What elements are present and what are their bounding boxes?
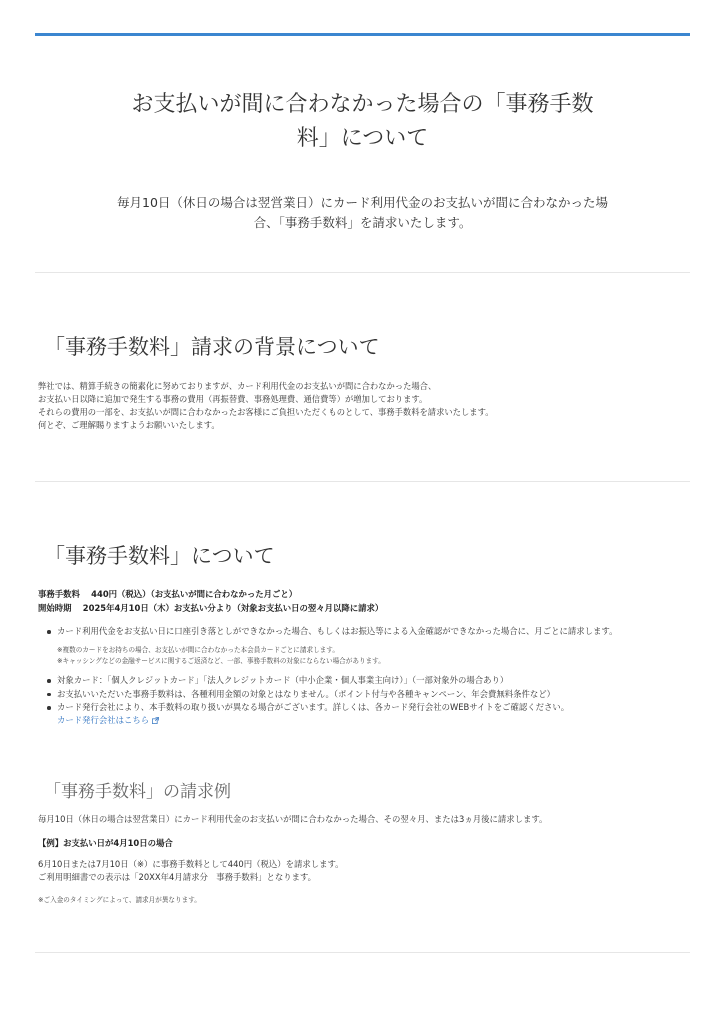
background-line: 弊社では、精算手続きの簡素化に努めておりますが、カード利用代金のお支払いが間に合わなかった場合、 <box>38 381 437 391</box>
example-body <box>38 858 344 884</box>
page-lead-line2: 合、「事務手数料」を請求いたします。 <box>253 215 472 230</box>
note-cashing: ※キャッシングなどの金融サービスに関するご返済など、一部、事務手数料の対象にならない場合があります。 <box>57 657 385 665</box>
example-line: ご利用明細書での表示は「20XX年4月請求分 事務手数料」となります。 <box>38 872 317 882</box>
about-bullet-list-2 <box>42 674 569 715</box>
section-divider <box>35 272 690 273</box>
section-divider <box>35 952 690 953</box>
example-case-title: 【例】お支払い日が4月10日の場合 <box>38 838 173 848</box>
list-item: カード発行会社により、本手数料の取り扱いが異なる場合がございます。詳しくは、各カード発行会社のWEBサイトをご確認ください。 <box>42 701 569 715</box>
card-issuer-link-label: カード発行会社はこちら <box>57 715 150 725</box>
background-body <box>38 380 494 432</box>
external-link-icon <box>152 717 159 724</box>
about-bullet-list <box>42 625 617 639</box>
background-heading: 「事務手数料」請求の背景について <box>44 335 380 359</box>
about-heading: 「事務手数料」について <box>44 544 275 568</box>
list-item: 対象カード：「個人クレジットカード」「法人クレジットカード（中小企業・個人事業主向け）」（一部対象外の場合あり） <box>42 674 569 688</box>
example-heading: 「事務手数料」の請求例 <box>44 782 231 802</box>
note-multiple-cards: ※複数のカードをお持ちの場合、お支払いが間に合わなかった本会員カードごとに請求します。 <box>57 646 339 654</box>
background-line: お支払い日以降に追加で発生する事務の費用（再振替費、事務処理費、通信費等）が増加しております。 <box>38 394 428 404</box>
fee-amount-line: 事務手数料 440円（税込）（お支払いが間に合わなかった月ごと） <box>38 589 298 599</box>
page-lead-line1: 毎月10日（休日の場合は翌営業日）にカード利用代金のお支払いが間に合わなかった場 <box>117 195 608 210</box>
background-line: それらの費用の一部を、お支払いが間に合わなかったお客様にご負担いただくものとして、事務手数料を請求いたします。 <box>38 407 494 417</box>
page-lead <box>35 193 690 233</box>
section-divider <box>35 481 690 482</box>
list-item: お支払いいただいた事務手数料は、各種利用金額の対象とはなりません。（ポイント付与や各種キャンペーン、年会費無料条件など） <box>42 688 569 702</box>
page-title <box>35 88 690 156</box>
page-title-line2: 料」について <box>296 126 429 151</box>
example-line: 6月10日または7月10日（※）に事務手数料として440円（税込）を請求します。 <box>38 859 344 869</box>
example-intro: 毎月10日（休日の場合は翌営業日）にカード利用代金のお支払いが間に合わなかった場合、その翌々月、または3ヵ月後に請求します。 <box>38 814 548 824</box>
example-note: ※ご入金のタイミングによって、請求月が異なります。 <box>38 896 201 904</box>
page-title-line1: お支払いが間に合わなかった場合の「事務手数 <box>131 92 594 117</box>
card-issuer-link[interactable] <box>57 714 159 726</box>
start-date-line: 開始時期 2025年4月10日（木）お支払い分より（対象お支払い日の翌々月以降に請求） <box>38 603 384 613</box>
list-item: カード利用代金をお支払い日に口座引き落としができなかった場合、もしくはお振込等による入金確認ができなかった場合に、月ごとに請求します。 <box>42 625 617 639</box>
background-line: 何とぞ、ご理解賜りますようお願いいたします。 <box>38 420 220 430</box>
top-accent-bar <box>35 33 690 36</box>
